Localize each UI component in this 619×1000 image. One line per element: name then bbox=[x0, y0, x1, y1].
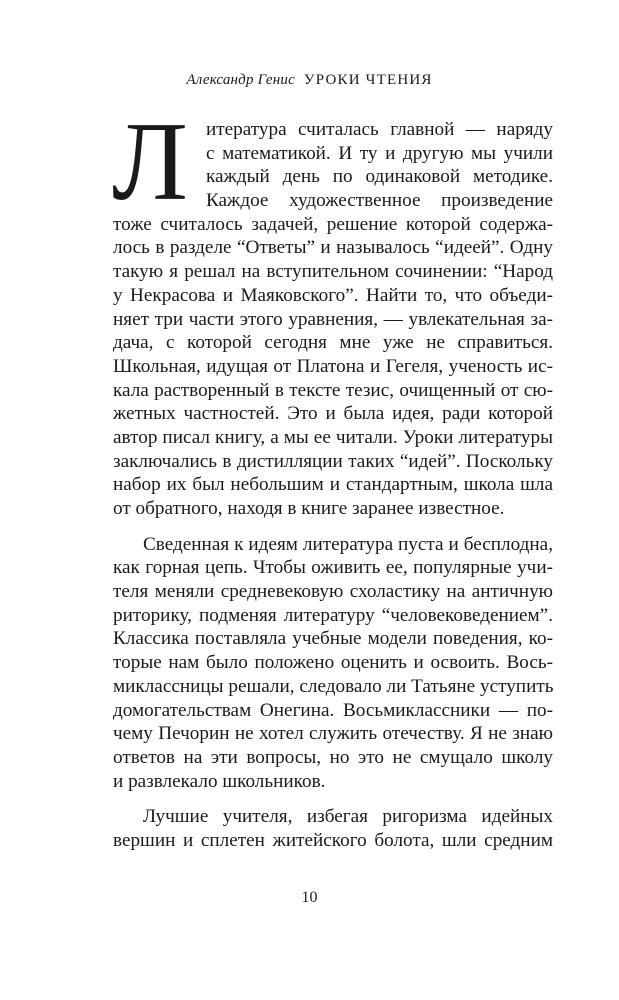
text-line: ответов на эти вопросы, но это не смущало школу bbox=[113, 746, 553, 768]
text-line: Классика поставляла учебные модели поведения, ко- bbox=[113, 628, 553, 650]
running-head-author: Александр Генис bbox=[186, 72, 295, 88]
text-line: каждый день по одинаковой методике. bbox=[206, 166, 553, 188]
text-line: риторику, подменяя литературу “человековедением”. bbox=[113, 604, 553, 626]
text-line: автор писал книгу, а мы ее читали. Уроки литературы bbox=[113, 426, 553, 448]
running-head bbox=[0, 72, 619, 89]
page-number: 10 bbox=[301, 889, 318, 906]
text-line: как горная цепь. Чтобы оживить ее, популярные учи- bbox=[113, 557, 553, 579]
text-line: няет три части этого уравнения, — увлекательная за- bbox=[113, 308, 553, 330]
text-line: Сведенная к идеям литература пуста и бесплодна, bbox=[143, 533, 553, 555]
text-line: набор их был небольшим и стандартным, школа шла bbox=[113, 474, 553, 496]
running-head-book-title: УРОКИ ЧТЕНИЯ bbox=[303, 72, 433, 88]
text-line: дача, с которой сегодня мне уже не справиться. bbox=[113, 332, 553, 354]
text-line: миклассницы решали, следовало ли Татьяне уступить bbox=[113, 675, 554, 697]
text-line: Каждое художественное произведение bbox=[206, 190, 553, 212]
body-text bbox=[113, 118, 553, 853]
text-line: тоже считалось задачей, решение которой содержа- bbox=[113, 213, 553, 235]
text-line: лось в разделе “Ответы” и называлось “идеей”. Одну bbox=[113, 237, 553, 259]
text-line: торые нам было положено оценить и освоить. Вось- bbox=[113, 652, 553, 674]
text-line: кала растворенный в тексте тезис, очищенный от сю- bbox=[113, 379, 553, 401]
paragraph bbox=[113, 118, 553, 521]
text-line: домогательствам Онегина. Восьмиклассники — по- bbox=[113, 699, 553, 721]
paragraph bbox=[113, 533, 553, 794]
text-line: такую я решал на вступительном сочинении: “Народ bbox=[113, 261, 553, 283]
paragraph bbox=[113, 805, 553, 852]
text-line: итература считалась главной — наряду bbox=[206, 119, 553, 140]
text-line: Лучшие учителя, избегая ригоризма идейных bbox=[143, 806, 553, 828]
text-line: с математикой. И ту и другую мы учили bbox=[206, 142, 553, 164]
text-line: вершин и сплетен житейского болота, шли средним bbox=[113, 829, 553, 851]
text-line: теля меняли средневековую схоластику на античную bbox=[113, 581, 553, 603]
drop-cap-letter: Л bbox=[112, 100, 188, 224]
text-line: жетных частностей. Это и была идея, ради которой bbox=[113, 403, 553, 425]
text-line: и развлекало школьников. bbox=[113, 770, 326, 792]
text-line: чему Печорин не хотел служить отечеству. Я не знаю bbox=[113, 723, 553, 745]
text-line: Школьная, идущая от Платона и Гегеля, ученость ис- bbox=[113, 355, 553, 377]
text-line: у Некрасова и Маяковского”. Найти то, что объеди- bbox=[113, 284, 553, 306]
text-line: от обратного, находя в книге заранее известное. bbox=[113, 498, 505, 519]
text-line: заключались в дистилляции таких “идей”. Поскольку bbox=[113, 450, 553, 472]
